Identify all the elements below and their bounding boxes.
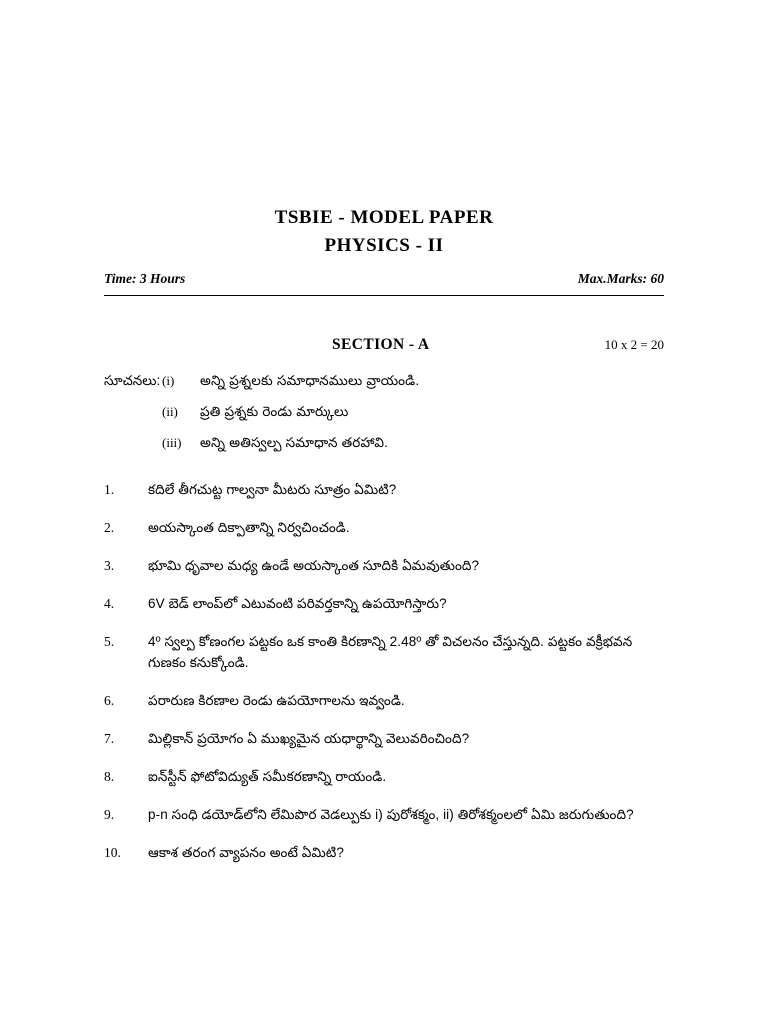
question-item [104, 843, 664, 864]
instruction-text: ప్రతి ప్రశ్నకు రెండు మార్కులు [200, 404, 349, 420]
instruction-number: (ii) [162, 404, 178, 420]
header-divider [104, 295, 664, 296]
question-text: p-n సంధి డయోడ్‌లోని లేమిపొర వెడల్పుకు i) పురోశక్మం, ii) తిరోశక్మంలలో ఏమి జరుగుతుంది? [148, 806, 634, 822]
question-item [104, 805, 664, 826]
question-number: 10. [104, 844, 121, 860]
question-item [104, 480, 664, 501]
question-number: 8. [104, 768, 115, 784]
question-item [104, 729, 664, 750]
instructions-label: సూచనలు: [104, 373, 161, 389]
question-text: ఐన్‌స్టీన్ ఫోటోవిద్యుత్ సమీకరణాన్ని రాయండి. [148, 768, 387, 784]
question-text: 6V బెడ్ లాంప్‌లో ఎటువంటి పరివర్తకాన్ని ఉపయోగిస్తారు? [148, 596, 447, 612]
question-number: 6. [104, 692, 115, 708]
instruction-text: అన్ని ప్రశ్నలకు సమాధానములు వ్రాయండి. [200, 373, 420, 389]
question-text: మిల్లికాన్ ప్రయోగం ఏ ముఖ్యమైన యధార్థాన్ని వెలువరించింది? [148, 730, 470, 746]
question-number: 3. [104, 558, 115, 574]
question-text: అయస్కాంత దిక్పాతాన్ని నిర్వచించండి. [148, 520, 350, 536]
instruction-item [104, 435, 664, 454]
instructions-block [104, 373, 664, 454]
question-number: 9. [104, 806, 115, 822]
question-number: 5. [104, 633, 115, 649]
question-text: ఆకాశ తరంగ వ్యాపనం అంటే ఏమిటి? [148, 844, 345, 860]
question-item [104, 518, 664, 539]
exam-max-marks: Max.Marks: 60 [577, 271, 664, 287]
question-number: 7. [104, 730, 115, 746]
question-item [104, 556, 664, 577]
instruction-number: (i) [162, 373, 175, 389]
exam-meta [104, 271, 664, 287]
page-title: TSBIE - MODEL PAPER [274, 207, 494, 228]
section-title: SECTION - A [332, 336, 430, 354]
question-number: 4. [104, 596, 115, 612]
question-text: కదిలే తీగచుట్ట గాల్వనా మీటరు సూత్రం ఏమిటి? [148, 482, 397, 498]
instruction-number: (iii) [162, 435, 182, 451]
instruction-item [104, 404, 664, 423]
question-number: 1. [104, 482, 115, 498]
question-text: పరారుణ కిరణాల రెండు ఉపయోగాలను ఇవ్వండి. [148, 692, 405, 708]
question-text: 4º స్వల్ప కోణంగల పట్టకం ఒక కాంతి కిరణాన్ని 2.48º తో విచలనం చేస్తున్నది. పట్టకం వక్రీభవన గుణకం కనుక్కోండి. [148, 633, 633, 670]
exam-time: Time: 3 Hours [104, 271, 186, 287]
question-text: భూమి ధృవాల మధ్య ఉండే అయస్కాంత సూదికి ఏమవుతుంది? [148, 558, 480, 574]
section-header [104, 336, 664, 354]
questions-list [104, 480, 664, 863]
question-item [104, 691, 664, 712]
instruction-text: అన్ని అతిస్వల్ప సమాధాన తరహావి. [200, 435, 389, 451]
question-number: 2. [104, 520, 115, 536]
section-marks: 10 x 2 = 20 [604, 337, 664, 353]
question-item [104, 632, 664, 674]
question-item [104, 594, 664, 615]
instruction-item [104, 373, 664, 392]
page-subtitle: PHYSICS - II [324, 234, 444, 256]
question-item [104, 767, 664, 788]
